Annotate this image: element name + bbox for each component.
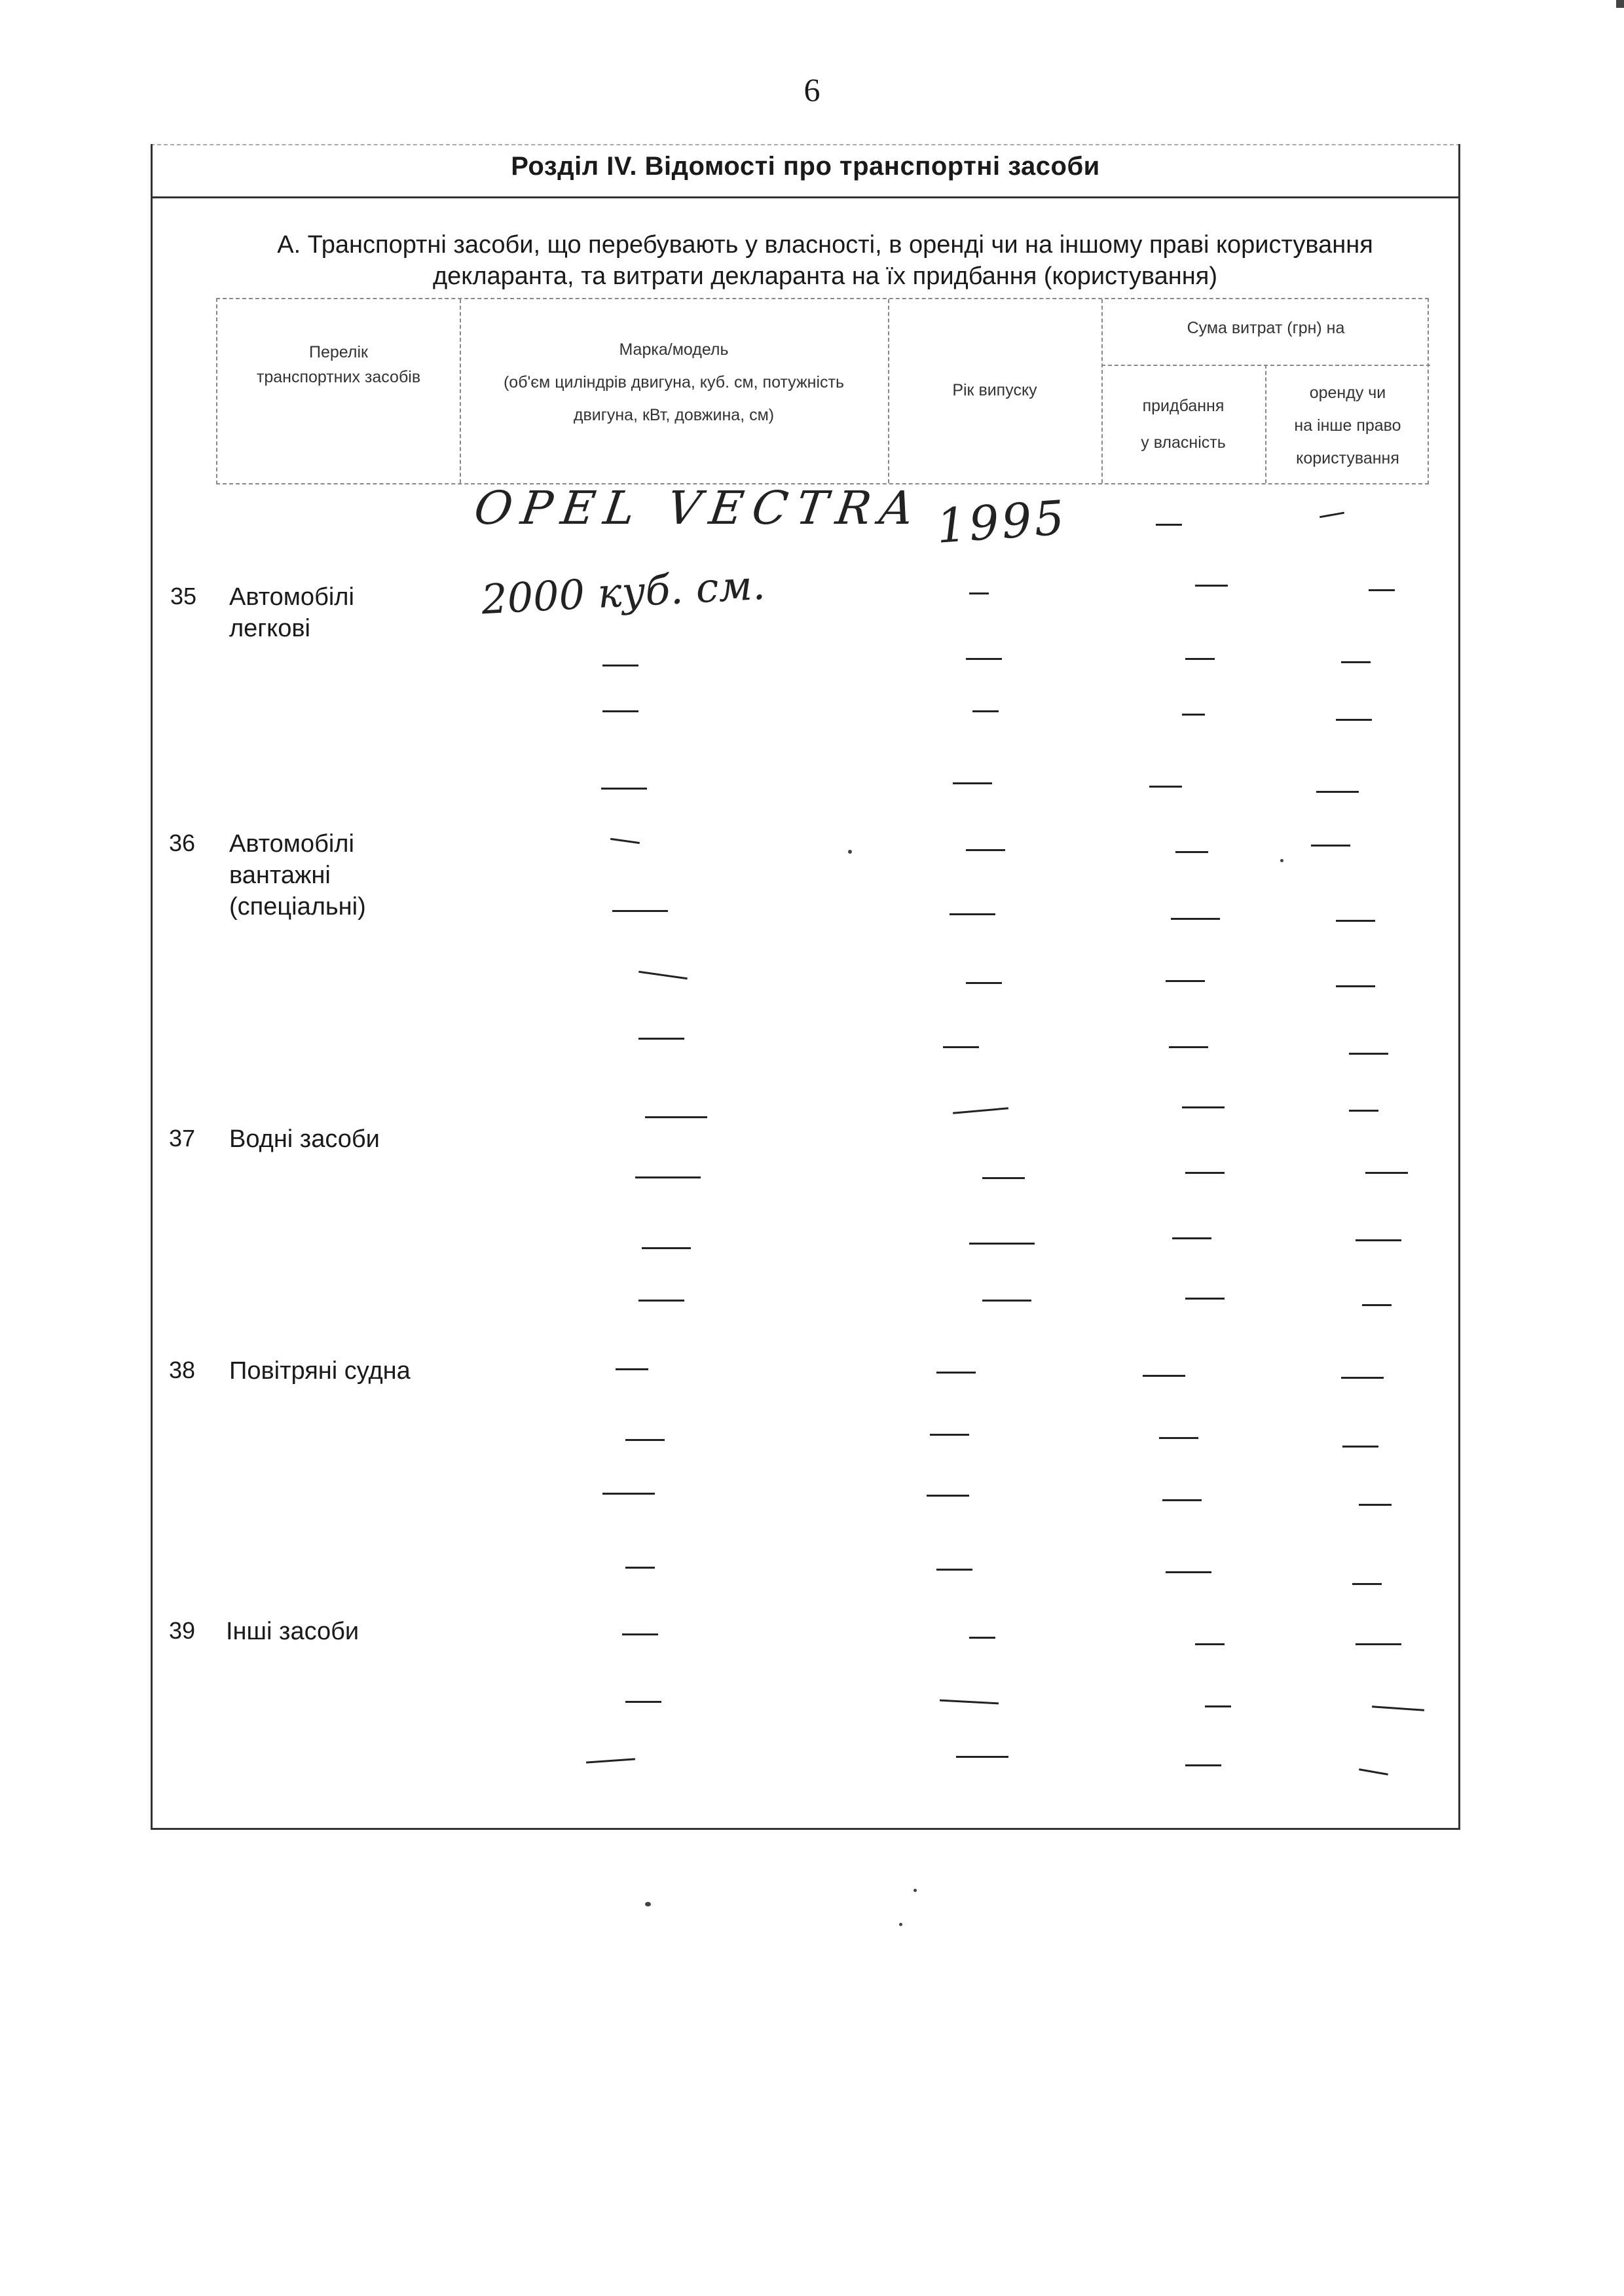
- dash: [602, 665, 638, 666]
- dash: [1143, 1375, 1185, 1377]
- header-model: Марка/модель (об'єм циліндрів двигуна, куб. см, потужність двигуна, кВт, довжина, см): [503, 340, 845, 424]
- page-number: 6: [803, 71, 821, 108]
- dash: [1185, 1298, 1225, 1300]
- header-expenses-divider: [1101, 365, 1430, 366]
- dash: [969, 592, 989, 594]
- dash: [625, 1701, 661, 1703]
- dash: [602, 710, 638, 712]
- dash: [1205, 1705, 1231, 1707]
- dash: [927, 1495, 969, 1497]
- dash: [1149, 786, 1182, 788]
- dash: [1171, 918, 1220, 920]
- dash: [1349, 1110, 1378, 1112]
- dash: [612, 910, 668, 912]
- scan-edge-mark: [1616, 0, 1624, 8]
- dash: [1336, 719, 1372, 721]
- row-label-37: Водні засоби: [229, 1125, 380, 1153]
- row-number-39: 39: [169, 1617, 196, 1644]
- dash: [1316, 791, 1359, 793]
- dash: [982, 1300, 1031, 1302]
- table-header: [216, 298, 1429, 484]
- subsection-title: [216, 229, 1434, 292]
- dash: [1195, 585, 1228, 587]
- row-number-35: 35: [170, 583, 197, 610]
- dash: [1185, 658, 1215, 660]
- scan-speck: [899, 1923, 902, 1926]
- section-title-divider: [151, 196, 1460, 198]
- row-label-36: Автомобілі вантажні (спеціальні): [229, 830, 366, 920]
- dash: [602, 1493, 655, 1495]
- dash: [1172, 1237, 1211, 1239]
- dash: [1369, 589, 1395, 591]
- dash: [956, 1756, 1008, 1758]
- scan-speck: [645, 1902, 651, 1906]
- row-number-36: 36: [169, 829, 196, 856]
- dash: [1356, 1643, 1401, 1645]
- dash: [616, 1368, 648, 1370]
- dash: [635, 1176, 701, 1178]
- header-expenses: Сума витрат (грн) на: [1187, 319, 1345, 337]
- handwritten-year: 1995: [934, 490, 1069, 554]
- subsection-letter: А: [277, 231, 294, 259]
- dash: [1342, 1446, 1378, 1448]
- dash: [1352, 1583, 1382, 1585]
- header-purchase: придбання у власність: [1141, 397, 1226, 452]
- dash: [622, 1633, 658, 1635]
- dash: [625, 1439, 665, 1441]
- dash: [1195, 1643, 1225, 1645]
- header-rent: оренду чи на інше право користування: [1294, 384, 1401, 467]
- row-label-39: Інші засоби: [226, 1618, 360, 1645]
- dash: [1359, 1504, 1392, 1506]
- dash: [1185, 1172, 1225, 1174]
- dash: [936, 1372, 976, 1374]
- handwritten-model: OPEL VECTRA: [471, 481, 927, 535]
- dash: [966, 658, 1002, 660]
- dash: [1341, 661, 1371, 663]
- scan-speck: [1280, 859, 1283, 862]
- dash: [953, 782, 992, 784]
- dash: [969, 1243, 1035, 1245]
- subsection-title-line1: [216, 229, 1434, 261]
- dash: [972, 710, 999, 712]
- dash: [1182, 714, 1205, 716]
- row-number-38: 38: [169, 1357, 196, 1383]
- dash: [1336, 920, 1375, 922]
- dash: [966, 982, 1002, 984]
- dash: [638, 1038, 684, 1040]
- dash: [930, 1434, 969, 1436]
- handwritten-volume: 2000 куб. см.: [480, 560, 767, 624]
- scan-speck: [848, 850, 852, 854]
- row-label-35: Автомобілі легкові: [229, 583, 354, 642]
- dash: [1156, 524, 1182, 526]
- dash: [645, 1116, 707, 1118]
- dash: [1336, 985, 1375, 987]
- dash: [1169, 1046, 1208, 1048]
- dash: [638, 1300, 684, 1302]
- dash: [1159, 1437, 1198, 1439]
- dash: [950, 913, 995, 915]
- dash: [642, 1247, 691, 1249]
- dash: [1162, 1499, 1202, 1501]
- dash: [1341, 1377, 1384, 1379]
- row-number-37: 37: [169, 1125, 196, 1152]
- dash: [1166, 980, 1205, 982]
- dash: [1311, 845, 1350, 847]
- subsection-title-line2: декларанта, та витрати декларанта на їх придбання (користування): [432, 263, 1217, 290]
- section-title: Розділ IV. Відомості про транспортні засоби: [511, 152, 1100, 181]
- dash: [1365, 1172, 1408, 1174]
- dash: [966, 849, 1005, 851]
- scan-speck: [913, 1889, 917, 1892]
- dash: [982, 1177, 1025, 1179]
- row-label-38: Повітряні судна: [229, 1357, 411, 1385]
- dash: [943, 1046, 979, 1048]
- dash: [1175, 851, 1208, 853]
- dash: [969, 1637, 995, 1639]
- dash: [1349, 1053, 1388, 1055]
- dash: [1362, 1304, 1392, 1306]
- dash: [1166, 1571, 1211, 1573]
- dash: [625, 1567, 655, 1569]
- dash: [1356, 1239, 1401, 1241]
- dash: [1185, 1764, 1221, 1766]
- dash: [936, 1569, 972, 1571]
- subsection-text-1: . Транспортні засоби, що перебувають у власності, в оренді чи на іншому праві користування: [293, 231, 1373, 259]
- dash: [601, 788, 647, 790]
- dash: [1182, 1106, 1225, 1108]
- header-vehicle-list: Перелік транспортних засобів: [256, 343, 421, 386]
- header-year: Рік випуску: [952, 381, 1037, 399]
